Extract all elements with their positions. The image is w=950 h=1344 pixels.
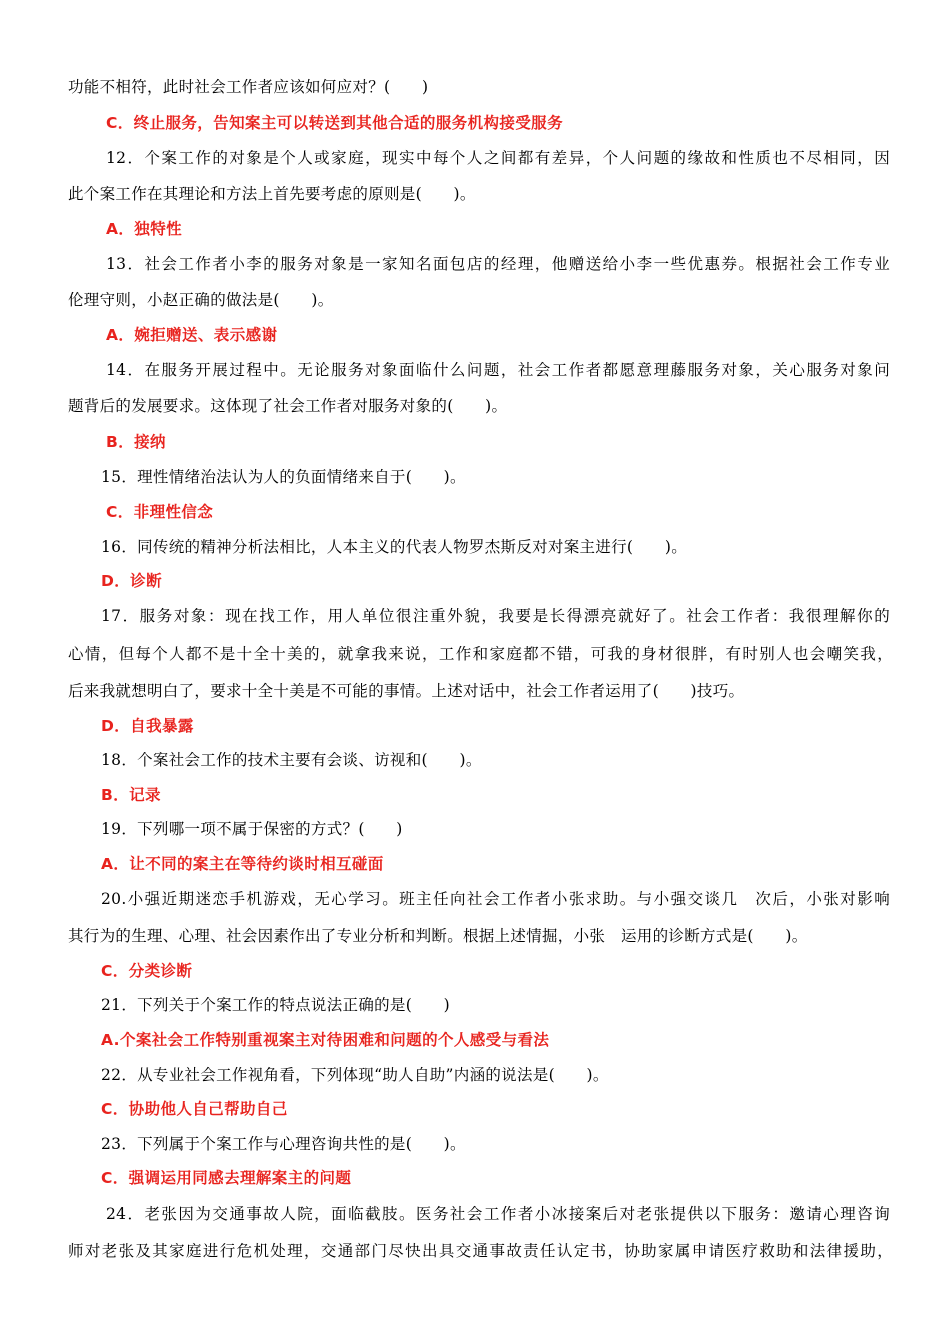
answer-line: C．强调运用同感去理解案主的问题 bbox=[101, 1169, 352, 1187]
answer-line: C．分类诊断 bbox=[101, 962, 193, 980]
question-line: 后来我就想明白了，要求十全十美是不可能的事情。上述对话中，社会工作者运用了( )技巧。 bbox=[68, 682, 745, 700]
answer-line: D．自我暴露 bbox=[101, 717, 194, 735]
question-line: 18．个案社会工作的技术主要有会谈、访视和( )。 bbox=[101, 751, 482, 769]
question-line: 19．下列哪一项不属于保密的方式？( ) bbox=[101, 820, 403, 838]
answer-line: B．记录 bbox=[101, 786, 161, 804]
question-line: 17．服务对象：现在找工作，用人单位很注重外貌，我要是长得漂亮就好了。社会工作者：我很理解你的 bbox=[101, 607, 890, 625]
question-line: 22．从专业社会工作视角看，下列体现“助人自助”内涵的说法是( )。 bbox=[101, 1066, 609, 1084]
question-line: 23．下列属于个案工作与心理咨询共性的是( )。 bbox=[101, 1135, 466, 1153]
question-line: 伦理守则，小赵正确的做法是( )。 bbox=[68, 291, 334, 309]
answer-line: C．协助他人自己帮助自己 bbox=[101, 1100, 288, 1118]
question-line: 心情，但每个人都不是十全十美的，就拿我来说，工作和家庭都不错，可我的身材很胖，有时别人也会嘲笑我， bbox=[68, 645, 893, 663]
question-line: 师对老张及其家庭进行危机处理，交通部门尽快出具交通事故责任认定书，协助家属申请医疗救助和法律援助， bbox=[68, 1242, 893, 1260]
question-line: 15．理性情绪治法认为人的负面情绪来自于( )。 bbox=[101, 468, 466, 486]
answer-line: C．非理性信念 bbox=[106, 503, 214, 521]
question-line: 24．老张因为交通事故人院，面临截肢。医务社会工作者小冰接案后对老张提供以下服务：邀请心理咨询 bbox=[106, 1205, 890, 1223]
answer-line: C．终止服务，告知案主可以转送到其他合适的服务机构接受服务 bbox=[106, 114, 563, 132]
answer-line: A．婉拒赠送、表示感谢 bbox=[106, 326, 278, 344]
answer-line: A．独特性 bbox=[106, 220, 182, 238]
question-line: 16．同传统的精神分析法相比，人本主义的代表人物罗杰斯反对对案主进行( )。 bbox=[101, 538, 688, 556]
answer-line: A．让不同的案主在等待约谈时相互碰面 bbox=[101, 855, 384, 873]
answer-line: B．接纳 bbox=[106, 433, 166, 451]
question-line: 题背后的发展要求。这体现了社会工作者对服务对象的( )。 bbox=[68, 397, 508, 415]
question-line: 21．下列关于个案工作的特点说法正确的是( ) bbox=[101, 996, 451, 1014]
question-line: 此个案工作在其理论和方法上首先要考虑的原则是( )。 bbox=[68, 185, 476, 203]
question-line: 14．在服务开展过程中。无论服务对象面临什么问题，社会工作者都愿意理藤服务对象，关心服务对象问 bbox=[106, 361, 890, 379]
answer-line: D．诊断 bbox=[101, 572, 162, 590]
answer-line: A.个案社会工作特别重视案主对待困难和问题的个人感受与看法 bbox=[101, 1031, 550, 1049]
question-line: 20.小强近期迷恋手机游戏，无心学习。班主任向社会工作者小张求助。与小强交谈几 次后，小张对影响 bbox=[101, 890, 890, 908]
question-line: 功能不相符，此时社会工作者应该如何应对？( ) bbox=[68, 78, 429, 96]
question-line: 其行为的生理、心理、社会因素作出了专业分析和判断。根据上述情掘，小张 运用的诊断方式是( )。 bbox=[68, 927, 808, 945]
question-line: 13．社会工作者小李的服务对象是一家知名面包店的经理，他赠送给小李一些优惠券。根据社会工作专业 bbox=[106, 255, 890, 273]
question-line: 12．个案工作的对象是个人或家庭，现实中每个人之间都有差异，个人问题的缘故和性质也不尽相同，因 bbox=[106, 149, 890, 167]
